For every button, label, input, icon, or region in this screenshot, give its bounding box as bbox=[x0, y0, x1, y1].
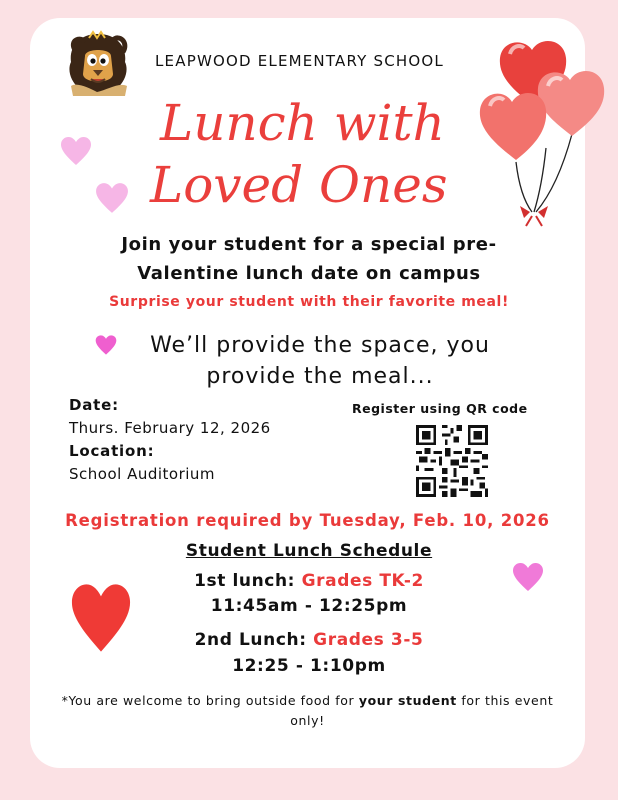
date-label: Date: bbox=[69, 396, 119, 414]
register-label: Register using QR code bbox=[352, 401, 528, 416]
location-label: Location: bbox=[69, 442, 155, 460]
location-value: School Auditorium bbox=[69, 465, 216, 483]
registration-deadline: Registration required by Tuesday, Feb. 10, 2026 bbox=[65, 511, 550, 530]
provide-line-1: We’ll provide the space, you bbox=[150, 333, 490, 358]
tagline: Surprise your student with their favorite meal! bbox=[109, 294, 509, 310]
event-details bbox=[69, 394, 271, 486]
second-lunch-time: 12:25 - 1:10pm bbox=[232, 656, 386, 676]
school-name: LEAPWOOD ELEMENTARY SCHOOL bbox=[155, 52, 444, 70]
second-lunch-grades: Grades 3-5 bbox=[313, 630, 424, 650]
first-lunch-row bbox=[80, 571, 538, 591]
first-lunch-time: 11:45am - 12:25pm bbox=[210, 596, 408, 616]
heart-balloons-icon bbox=[468, 36, 608, 232]
lion-mascot-logo bbox=[63, 30, 133, 102]
provide-line-2: provide the meal... bbox=[206, 364, 434, 389]
date-value: Thurs. February 12, 2026 bbox=[69, 419, 271, 437]
title-line-2: Loved Ones bbox=[150, 156, 448, 214]
heart-icon bbox=[95, 180, 129, 216]
footnote: *You are welcome to bring outside food for your student for this event only! bbox=[61, 693, 554, 728]
provide-text bbox=[100, 330, 540, 392]
first-lunch-grades: Grades TK-2 bbox=[301, 571, 424, 591]
title-line-1: Lunch with bbox=[160, 94, 445, 152]
second-lunch-label: 2nd Lunch: bbox=[194, 630, 307, 650]
heart-icon bbox=[60, 134, 92, 168]
invitation-line-2: Valentine lunch date on campus bbox=[137, 263, 481, 284]
qr-code[interactable] bbox=[416, 425, 488, 497]
second-lunch-row bbox=[80, 630, 538, 650]
invitation-text bbox=[40, 230, 578, 288]
first-lunch-label: 1st lunch: bbox=[194, 571, 296, 591]
invitation-line-1: Join your student for a special pre- bbox=[121, 234, 497, 255]
schedule-heading: Student Lunch Schedule bbox=[185, 541, 433, 561]
